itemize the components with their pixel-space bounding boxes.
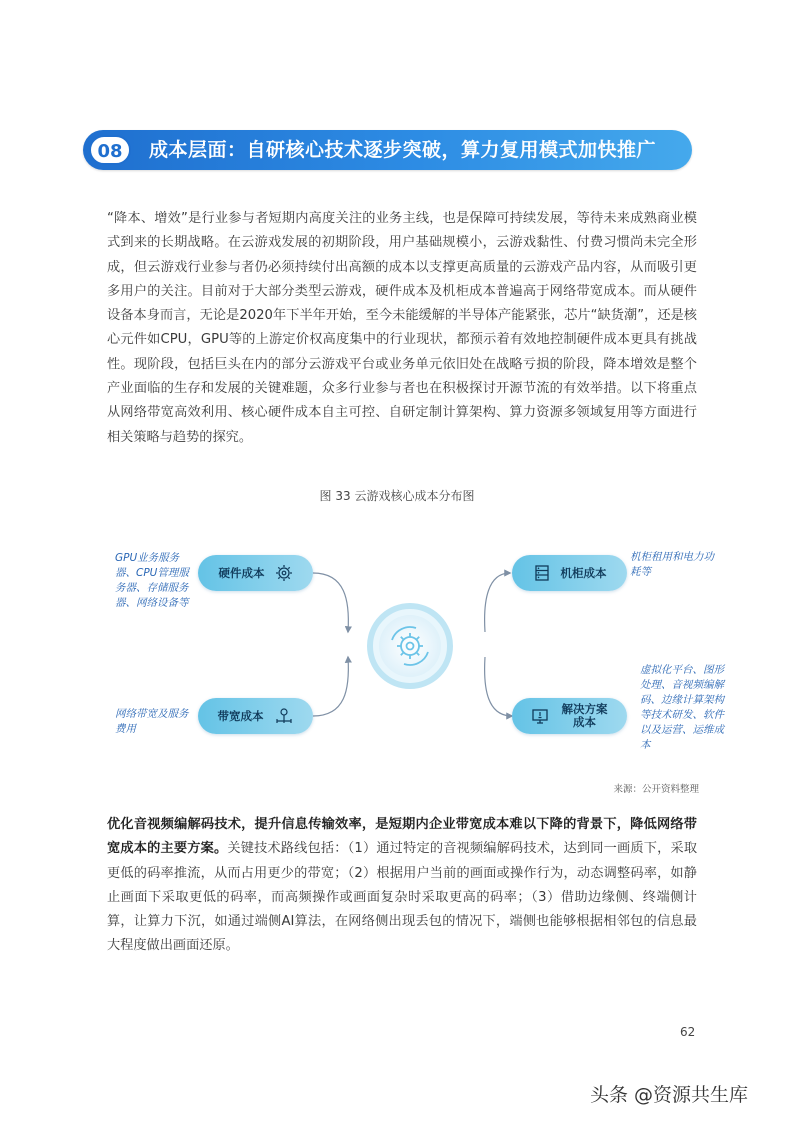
codec-paragraph xyxy=(107,813,697,959)
section-number: 08 xyxy=(89,135,131,165)
hardware-cost-pill xyxy=(198,555,313,591)
connector-hardware xyxy=(313,573,348,632)
rack-cost-pill xyxy=(512,555,627,591)
connector-bandwidth xyxy=(313,657,348,716)
connector-solution xyxy=(485,657,512,716)
bandwidth-cost-note: 网络带宽及服务费用 xyxy=(115,708,189,735)
hardware-cost-note: GPU业务服务器、CPU管理服务器、存储服务器、网络设备等 xyxy=(115,552,189,609)
hardware-cost-label: 硬件成本 xyxy=(218,565,265,580)
section-title: 成本层面：自研核心技术逐步突破，算力复用模式加快推广 xyxy=(149,139,657,161)
watermark: 头条 @资源共生库 xyxy=(590,1084,749,1106)
network-icon xyxy=(274,707,294,725)
server-rack-icon xyxy=(533,564,551,582)
figure-source: 来源：公开资料整理 xyxy=(613,784,699,795)
page-number: 62 xyxy=(680,1025,696,1039)
lightbulb-monitor-icon xyxy=(530,707,550,725)
center-circle-inner xyxy=(379,615,441,677)
solution-cost-label: 解决方案成本 xyxy=(561,702,608,729)
connector-rack xyxy=(485,573,510,632)
bandwidth-cost-label: 带宽成本 xyxy=(217,708,264,723)
rack-cost-label: 机柜成本 xyxy=(560,565,607,580)
bandwidth-cost-pill xyxy=(198,698,313,734)
figure-caption: 图 33 云游戏核心成本分布图 xyxy=(319,489,475,503)
solution-cost-pill xyxy=(512,698,627,734)
codec-paragraph-body: 关键技术路线包括：（1）通过特定的音视频编解码技术，达到同一画质下，采取更低的码率推流，从而占用更少的带宽；（2）根据用户当前的画面或操作行为，动态调整码率，如静止画面下采取更低的码率，而高频操作或画面复杂时采取更高的码率；（3）借助边缘侧、终端侧计算，让算力下沉，如通过端侧AI算法，在网络侧出现丢包的情况下，端侧也能够根据相邻包的信息最大程度做出画面还原。 xyxy=(107,841,698,954)
codec-paragraph-lead: 优化音视频编解码技术，提升信息传输效率，是短期内企业带宽成本难以下降的背景下，降低网络带宽成本的主要方案。 xyxy=(107,817,697,857)
rack-cost-note: 机柜租用和电力功耗等 xyxy=(630,551,714,578)
gear-wrench-icon xyxy=(275,564,293,582)
solution-cost-note: 虚拟化平台、图形处理、音视频编解码、边缘计算架构等技术研发、软件以及运营、运维成本 xyxy=(640,664,724,751)
intro-paragraph: “降本、增效”是行业参与者短期内高度关注的业务主线，也是保障可持续发展，等待未来成熟商业模式到来的长期战略。在云游戏发展的初期阶段，用户基础规模小，云游戏黏性、付费习惯尚未完全形成，但云游戏行业参与者仍必须持续付出高额的成本以支撑更高质量的云游戏产品内容，从而吸引更多用户的关注。目前对于大部分类型云游戏，硬件成本及机柜成本普遍高于网络带宽成本。而从硬件设备本身而言，无论是2020年下半年开始，至今未能缓解的半导体产能紧张，芯片“缺货潮”，还是核心元件如CPU，GPU等的上游定价权高度集中的行业现状，都预示着有效地控制硬件成本更具有挑战性。现阶段，包括巨头在内的部分云游戏平台或业务单元依旧处在战略亏损的阶段，降本增效是整个产业面临的生存和发展的关键难题，众多行业参与者也在积极探讨开源节流的有效举措。以下将重点从网络带宽高效利用、核心硬件成本自主可控、自研定制计算架构、算力资源多领域复用等方面进行相关策略与趋势的探究。 xyxy=(107,211,697,445)
